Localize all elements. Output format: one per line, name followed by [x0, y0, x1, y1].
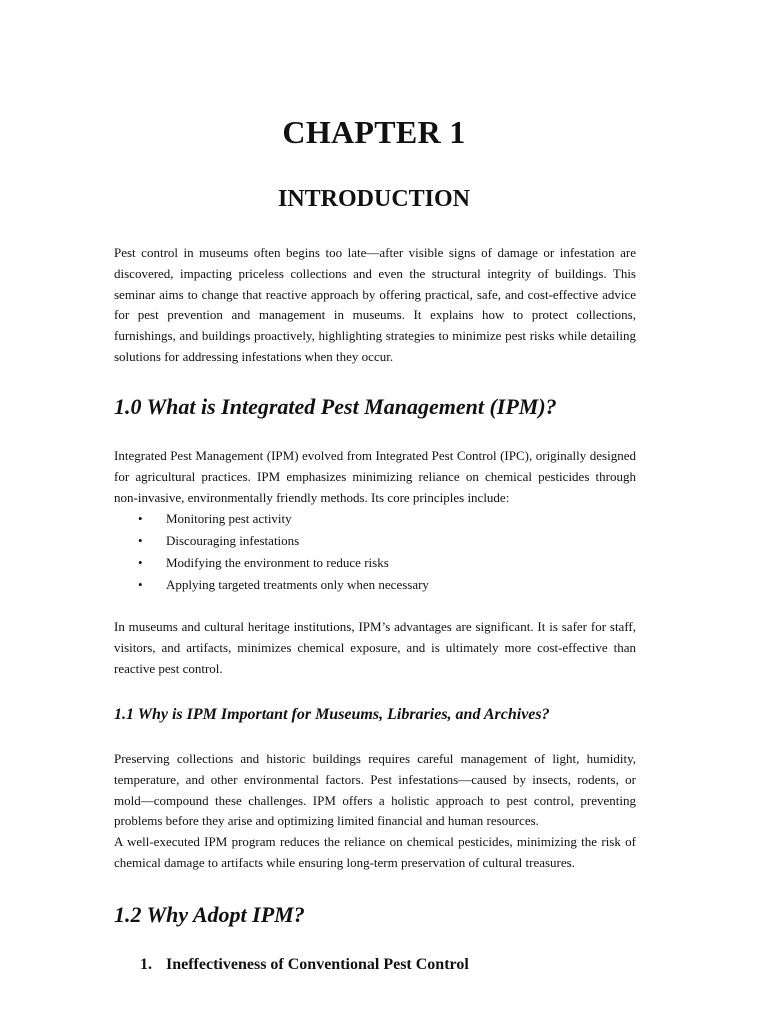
- heading-why-adopt: 1.2 Why Adopt IPM?: [114, 902, 305, 927]
- paragraph-line: temperature, and other environmental factors. Pest infestations—caused by insects, rodents, or: [114, 771, 636, 787]
- paragraph-line: furnishings, and buildings proactively, highlighting strategies to minimize pest risks while detailing: [114, 328, 636, 344]
- paragraph-line: discovered, impacting priceless collections and even the structural integrity of buildings. This: [114, 265, 636, 281]
- paragraph-line: for pest prevention and management in museums. It explains how to protect collections,: [114, 307, 636, 323]
- item-label: Ineffectiveness of Conventional Pest Control: [166, 956, 469, 973]
- paragraph-line: problems before they arise and optimizing limited financial and human resources.: [114, 813, 539, 829]
- principles-list: [136, 508, 429, 596]
- list-item: • Discouraging infestations: [136, 530, 429, 552]
- paragraph-line: reactive pest control.: [114, 660, 223, 676]
- paragraph-line: solutions for addressing infestations when they occur.: [114, 348, 394, 364]
- bullet-icon: •: [138, 511, 143, 526]
- bullet-icon: •: [138, 577, 143, 592]
- paragraph-line: A well-executed IPM program reduces the reliance on chemical pesticides, minimizing the risk of: [114, 834, 636, 850]
- paragraph-line: In museums and cultural heritage institutions, IPM’s advantages are significant. It is safer for staff,: [114, 619, 636, 634]
- paragraph-line: Pest control in museums often begins too late—after visible signs of damage or infestation are: [114, 245, 636, 260]
- list-item: • Monitoring pest activity: [136, 508, 429, 530]
- paragraph-line: chemical damage to artifacts while ensuring long-term preservation of cultural treasures.: [114, 854, 575, 870]
- ipm-paragraph: [114, 446, 636, 508]
- paragraph-line: Preserving collections and historic buildings requires careful management of light, humidity,: [114, 751, 636, 766]
- chapter-title: CHAPTER 1: [282, 114, 466, 150]
- heading-what-is-ipm: 1.0 What is Integrated Pest Management (IPM)?: [114, 394, 557, 419]
- paragraph-line: for agricultural practices. IPM emphasizes minimizing reliance on chemical pesticides through: [114, 468, 636, 484]
- bullet-icon: •: [138, 555, 143, 570]
- paragraph-line: mold—compound these challenges. IPM offers a holistic approach to pest control, preventing: [114, 792, 636, 808]
- section-title: INTRODUCTION: [277, 186, 471, 212]
- preserving-paragraph: [114, 749, 636, 874]
- intro-paragraph: [114, 243, 636, 368]
- paragraph-line: Integrated Pest Management (IPM) evolved from Integrated Pest Control (IPC), originally designed: [114, 448, 636, 463]
- item-number: 1.: [140, 956, 152, 973]
- heading-why-important: 1.1 Why is IPM Important for Museums, Libraries, and Archives?: [114, 706, 550, 723]
- list-item: • Modifying the environment to reduce risks: [136, 552, 429, 574]
- museum-paragraph: [114, 617, 636, 679]
- list-item: • Applying targeted treatments only when necessary: [136, 574, 429, 596]
- paragraph-line: non-invasive, environmentally friendly methods. Its core principles include:: [114, 489, 510, 505]
- numbered-item: [140, 956, 469, 974]
- paragraph-line: visitors, and artifacts, minimizes chemical exposure, and is ultimately more cost-effective than: [114, 639, 636, 655]
- bullet-icon: •: [138, 533, 143, 548]
- paragraph-line: seminar aims to change that reactive approach by offering practical, safe, and cost-effective advice: [114, 286, 636, 302]
